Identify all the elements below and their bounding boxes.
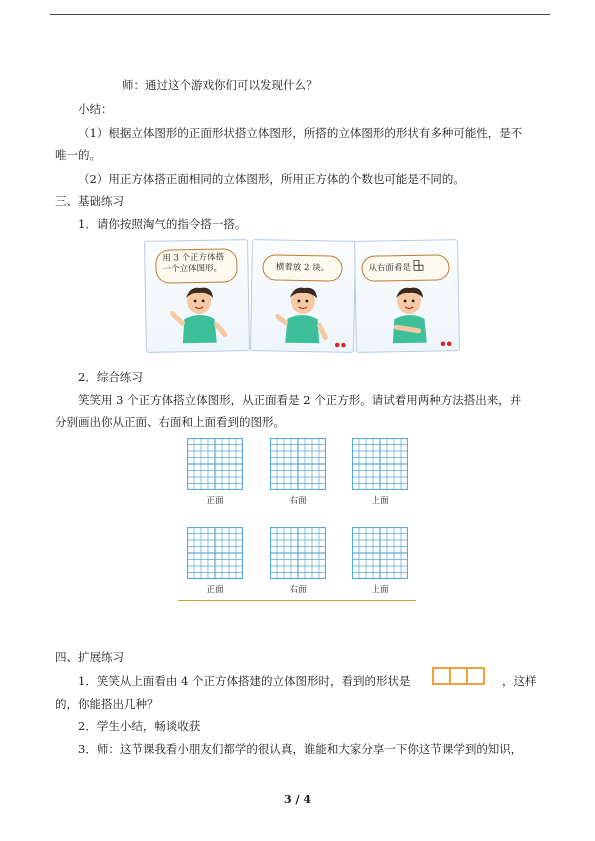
grid-right-1 <box>270 438 326 490</box>
grid-label-front-1: 正面 <box>206 496 224 506</box>
grid-top-2 <box>352 527 408 579</box>
grid-front-1 <box>187 438 243 490</box>
page-number: 3 / 4 <box>284 793 311 806</box>
exercise-2-text-cont: 分别画出你从正面、右面和上面看到的图形。 <box>55 415 285 429</box>
grid-label-right-2: 右面 <box>289 585 307 595</box>
speech-bubble-2: 横着放 2 块。 <box>262 254 342 281</box>
panel-dots: ●● <box>334 341 348 349</box>
extension-1-cont: 的，你能搭出几种？ <box>55 697 159 711</box>
extension-2: 2．学生小结，畅谈收获 <box>78 719 201 733</box>
exercise-2: 2．综合练习 <box>78 370 143 384</box>
grid-label-top-1: 上面 <box>371 496 389 506</box>
right-view-shape-icon <box>414 260 424 272</box>
exercise-2-text: 笑笑用 3 个正方体搭立体图形，从正面看是 2 个正方形。请试着用两种方法搭出来，并 <box>78 393 522 407</box>
grid-front-2 <box>187 527 243 579</box>
section-4-heading: 四、扩展练习 <box>55 650 124 664</box>
summary-point-1: （1）根据立体图形的正面形状搭立体图形，所搭的立体图形的形状有多种可能性，是不 <box>78 126 523 140</box>
grid-label-top-2: 上面 <box>371 585 389 595</box>
speech-bubble-3 <box>361 254 449 282</box>
panel-dots: ●● <box>440 340 453 348</box>
comic-panel-3 <box>354 239 460 353</box>
extension-3: 3．师：这节课我看小朋友们都学的很认真，谁能和大家分享一下你这节课学到的知识， <box>78 742 523 756</box>
summary-title: 小结： <box>78 102 113 116</box>
summary-point-2: （2）用正方体搭正面相同的立体图形，所用正方体的个数也可能是不同的。 <box>78 172 465 186</box>
section-3-heading: 三、基础练习 <box>55 194 124 208</box>
comic-strip <box>143 240 458 356</box>
top-view-shape <box>432 667 485 685</box>
grid-label-front-2: 正面 <box>206 585 224 595</box>
grid-label-right-1: 右面 <box>289 496 307 506</box>
speech-bubble-3-text: 从右面看是 <box>368 262 412 274</box>
top-view-square <box>466 667 485 685</box>
speech-bubble-1: 用 3 个正方体搭一个立体图形。 <box>155 248 238 283</box>
answer-divider <box>178 600 416 601</box>
boy-illustration-icon <box>170 284 229 347</box>
teacher-question: 师：通过这个游戏你们可以发现什么？ <box>122 78 318 92</box>
extension-1-suffix: ，这样 <box>502 674 537 688</box>
grid-right-2 <box>270 527 326 579</box>
grid-top-1 <box>352 438 408 490</box>
boy-illustration-icon <box>380 284 439 347</box>
header-rule <box>50 14 550 15</box>
comic-panel-1 <box>144 239 250 353</box>
comic-panel-2 <box>250 239 356 353</box>
boy-illustration-icon <box>273 284 332 347</box>
summary-point-1-cont: 唯一的。 <box>55 148 101 162</box>
exercise-1: 1．请你按照淘气的指令搭一搭。 <box>78 217 247 231</box>
extension-1: 1．笑笑从上面看由 4 个正方体搭建的立体图形时，看到的形状是 <box>78 674 411 688</box>
